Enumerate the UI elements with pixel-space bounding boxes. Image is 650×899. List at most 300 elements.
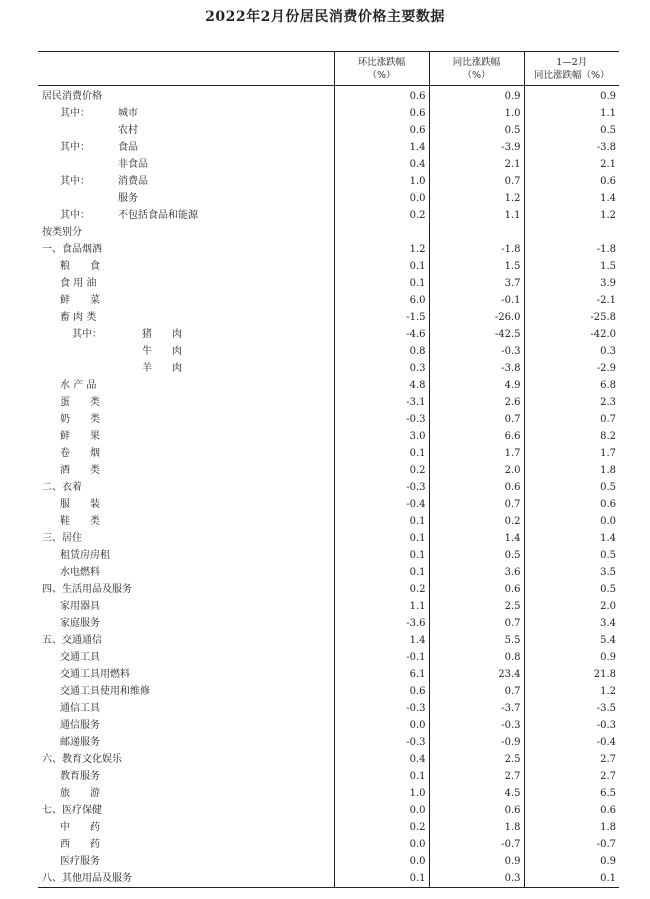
value-ytd: 0.6 [524, 802, 619, 819]
row-label: 医疗服务 [60, 856, 100, 867]
value-ytd: 0.9 [524, 649, 619, 666]
row-prefix: 其中： [60, 142, 90, 153]
value-yoy: 2.7 [429, 768, 524, 785]
table-row [38, 224, 619, 241]
value-ytd: 0.9 [524, 86, 619, 106]
row-label-cell [38, 547, 334, 564]
value-yoy: 3.7 [429, 275, 524, 292]
value-yoy: 0.9 [429, 853, 524, 870]
value-mom: 1.0 [334, 173, 429, 190]
row-label: 畜 肉 类 [60, 312, 97, 323]
row-label-cell [38, 394, 334, 411]
value-ytd: -0.3 [524, 717, 619, 734]
value-yoy: 0.7 [429, 173, 524, 190]
row-label: 水电燃料 [60, 567, 100, 578]
row-label-cell [38, 275, 334, 292]
value-yoy: -42.5 [429, 326, 524, 343]
row-label: 交通工具 [60, 652, 100, 663]
row-label: 蛋 类 [60, 397, 100, 408]
row-label: 非食品 [118, 159, 148, 170]
header-yoy [429, 52, 524, 86]
row-label: 西 药 [60, 839, 100, 850]
row-label: 羊 肉 [142, 363, 182, 374]
row-label-cell [38, 496, 334, 513]
row-label: 教育服务 [60, 771, 100, 782]
row-label: 奶 类 [60, 414, 100, 425]
table-row [38, 547, 619, 564]
row-label-cell [38, 717, 334, 734]
row-label: 鲜 菜 [60, 295, 100, 306]
value-yoy: 5.5 [429, 632, 524, 649]
value-yoy: 0.7 [429, 683, 524, 700]
row-label: 牛 肉 [142, 346, 182, 357]
value-ytd: 0.5 [524, 547, 619, 564]
table-row [38, 292, 619, 309]
row-label: 服 装 [60, 499, 100, 510]
value-ytd: 5.4 [524, 632, 619, 649]
row-label: 通信服务 [60, 720, 100, 731]
table-row [38, 105, 619, 122]
table-row [38, 479, 619, 496]
row-label: 一、食品烟酒 [42, 244, 102, 255]
value-mom: 4.8 [334, 377, 429, 394]
value-mom: 1.0 [334, 785, 429, 802]
header-mom-line2: （%） [367, 69, 396, 81]
row-label-cell [38, 377, 334, 394]
value-mom: 0.2 [334, 819, 429, 836]
value-ytd: -42.0 [524, 326, 619, 343]
table-row [38, 615, 619, 632]
value-mom: 0.2 [334, 207, 429, 224]
table-row [38, 445, 619, 462]
value-ytd: 3.4 [524, 615, 619, 632]
value-mom: -0.3 [334, 411, 429, 428]
table-row [38, 190, 619, 207]
value-ytd: 0.1 [524, 870, 619, 888]
value-ytd: 0.5 [524, 479, 619, 496]
value-yoy: 0.7 [429, 496, 524, 513]
value-yoy: 2.6 [429, 394, 524, 411]
row-label: 水 产 品 [60, 380, 97, 391]
value-mom: 0.6 [334, 122, 429, 139]
value-yoy: 0.2 [429, 513, 524, 530]
value-yoy: 1.2 [429, 190, 524, 207]
value-yoy: -3.8 [429, 360, 524, 377]
cpi-data-table [38, 51, 619, 888]
table-row [38, 717, 619, 734]
value-mom: 0.4 [334, 156, 429, 173]
value-mom: 0.1 [334, 564, 429, 581]
row-label-cell [38, 122, 334, 139]
row-label: 二、衣着 [42, 482, 82, 493]
table-row [38, 139, 619, 156]
value-mom: 0.8 [334, 343, 429, 360]
row-label-cell [38, 836, 334, 853]
table-row [38, 751, 619, 768]
row-label: 鞋 类 [60, 516, 100, 527]
row-label: 居民消费价格 [42, 91, 102, 102]
row-label-cell [38, 428, 334, 445]
value-yoy: -0.3 [429, 717, 524, 734]
value-mom: 1.4 [334, 139, 429, 156]
row-label-cell [38, 173, 334, 190]
value-mom: -3.6 [334, 615, 429, 632]
table-row [38, 785, 619, 802]
value-ytd: -2.9 [524, 360, 619, 377]
value-yoy: -0.1 [429, 292, 524, 309]
row-label: 鲜 果 [60, 431, 100, 442]
value-ytd: 3.9 [524, 275, 619, 292]
value-ytd: 0.7 [524, 411, 619, 428]
table-row [38, 649, 619, 666]
row-label-cell [38, 326, 334, 343]
table-row [38, 581, 619, 598]
table-row [38, 530, 619, 547]
row-label-cell [38, 530, 334, 547]
row-label: 七、医疗保健 [42, 805, 102, 816]
value-ytd: 1.1 [524, 105, 619, 122]
table-row [38, 156, 619, 173]
page-title: 2022年2月份居民消费价格主要数据 [205, 9, 445, 25]
row-label-cell [38, 666, 334, 683]
value-mom: -4.6 [334, 326, 429, 343]
value-ytd: 0.3 [524, 343, 619, 360]
row-prefix: 其中： [60, 108, 90, 119]
row-label-cell [38, 156, 334, 173]
row-label-cell [38, 581, 334, 598]
row-label: 消费品 [118, 176, 148, 187]
table-row [38, 870, 619, 888]
row-label-cell [38, 802, 334, 819]
value-yoy: 1.8 [429, 819, 524, 836]
value-mom: -0.3 [334, 734, 429, 751]
table-row [38, 86, 619, 106]
row-label-cell [38, 360, 334, 377]
row-label-cell [38, 309, 334, 326]
row-label-cell [38, 870, 334, 888]
value-yoy: -3.7 [429, 700, 524, 717]
row-label: 交通工具用燃料 [60, 669, 130, 680]
value-yoy: 0.6 [429, 479, 524, 496]
value-yoy: -0.9 [429, 734, 524, 751]
header-mom-line1: 环比涨跌幅 [357, 56, 406, 68]
value-ytd: 6.5 [524, 785, 619, 802]
table-row [38, 326, 619, 343]
value-mom: 1.2 [334, 241, 429, 258]
row-label: 农村 [118, 125, 138, 136]
row-label-cell [38, 853, 334, 870]
table-row [38, 666, 619, 683]
row-label-cell [38, 445, 334, 462]
table-row [38, 513, 619, 530]
row-prefix: 其中： [60, 176, 90, 187]
value-mom: 0.4 [334, 751, 429, 768]
value-ytd [524, 224, 619, 241]
table-row [38, 411, 619, 428]
value-mom: 0.1 [334, 547, 429, 564]
value-ytd: 1.2 [524, 683, 619, 700]
value-mom: 0.1 [334, 870, 429, 888]
row-label: 六、教育文化娱乐 [42, 754, 122, 765]
value-ytd: 21.8 [524, 666, 619, 683]
value-yoy: 4.5 [429, 785, 524, 802]
value-ytd: -2.1 [524, 292, 619, 309]
value-mom: 3.0 [334, 428, 429, 445]
value-yoy: 1.5 [429, 258, 524, 275]
header-mom [334, 52, 429, 86]
value-mom: -0.4 [334, 496, 429, 513]
value-mom: 0.6 [334, 86, 429, 106]
value-yoy: 0.6 [429, 802, 524, 819]
value-mom: -0.3 [334, 700, 429, 717]
value-mom: 0.1 [334, 530, 429, 547]
value-ytd: 2.0 [524, 598, 619, 615]
value-mom: 6.1 [334, 666, 429, 683]
table-row [38, 836, 619, 853]
table-row [38, 496, 619, 513]
value-mom: 0.0 [334, 717, 429, 734]
value-mom [334, 224, 429, 241]
value-yoy: -0.3 [429, 343, 524, 360]
table-row [38, 802, 619, 819]
value-yoy: 0.7 [429, 615, 524, 632]
value-ytd: 1.4 [524, 190, 619, 207]
row-label: 食品 [118, 142, 138, 153]
row-label-cell [38, 768, 334, 785]
row-prefix: 其中： [72, 329, 102, 340]
value-ytd: -25.8 [524, 309, 619, 326]
table-row [38, 632, 619, 649]
header-ytd-line2: 同比涨跌幅（%） [533, 69, 610, 81]
value-ytd: 0.6 [524, 173, 619, 190]
table-row [38, 853, 619, 870]
value-ytd: -0.4 [524, 734, 619, 751]
row-label: 八、其他用品及服务 [42, 873, 132, 884]
value-ytd: -1.8 [524, 241, 619, 258]
value-yoy: 23.4 [429, 666, 524, 683]
value-ytd: 1.7 [524, 445, 619, 462]
row-label-cell [38, 700, 334, 717]
value-ytd: 2.7 [524, 768, 619, 785]
value-mom: 0.3 [334, 360, 429, 377]
value-mom: 0.1 [334, 513, 429, 530]
value-ytd: 1.8 [524, 462, 619, 479]
row-label-cell [38, 343, 334, 360]
value-ytd: 2.3 [524, 394, 619, 411]
row-label-cell [38, 683, 334, 700]
row-label-cell [38, 479, 334, 496]
row-label-cell [38, 751, 334, 768]
value-ytd: -3.8 [524, 139, 619, 156]
row-label: 租赁房房租 [60, 550, 110, 561]
value-ytd: 0.0 [524, 513, 619, 530]
value-yoy: -3.9 [429, 139, 524, 156]
header-category [38, 52, 334, 86]
row-label: 服务 [118, 193, 138, 204]
value-mom: 0.1 [334, 258, 429, 275]
value-mom: -0.1 [334, 649, 429, 666]
value-mom: 0.1 [334, 445, 429, 462]
value-yoy: 4.9 [429, 377, 524, 394]
value-yoy: 1.1 [429, 207, 524, 224]
row-label-cell [38, 139, 334, 156]
value-ytd: -3.5 [524, 700, 619, 717]
value-mom: 0.6 [334, 105, 429, 122]
value-ytd: 0.5 [524, 122, 619, 139]
table-row [38, 258, 619, 275]
value-yoy: 0.6 [429, 581, 524, 598]
row-label: 粮 食 [60, 261, 100, 272]
value-ytd: -0.7 [524, 836, 619, 853]
row-label-cell [38, 462, 334, 479]
table-header [38, 52, 619, 86]
table-row [38, 734, 619, 751]
row-label: 猪 肉 [142, 329, 182, 340]
row-label-cell [38, 207, 334, 224]
row-label: 不包括食品和能源 [118, 210, 198, 221]
row-label: 家庭服务 [60, 618, 100, 629]
row-label-cell [38, 649, 334, 666]
value-yoy: 0.7 [429, 411, 524, 428]
row-label: 按类别分 [42, 227, 82, 238]
table-row [38, 343, 619, 360]
table-row [38, 768, 619, 785]
value-yoy: 1.4 [429, 530, 524, 547]
value-yoy: 2.5 [429, 598, 524, 615]
table-row [38, 173, 619, 190]
row-label: 三、居住 [42, 533, 82, 544]
value-yoy: 6.6 [429, 428, 524, 445]
value-yoy: 1.0 [429, 105, 524, 122]
value-yoy [429, 224, 524, 241]
row-label: 旅 游 [60, 788, 100, 799]
value-ytd: 8.2 [524, 428, 619, 445]
row-label-cell [38, 411, 334, 428]
value-yoy: 1.7 [429, 445, 524, 462]
table-row [38, 564, 619, 581]
value-mom: 1.1 [334, 598, 429, 615]
header-ytd-line1: 1—2月 [556, 56, 588, 68]
value-mom: -3.1 [334, 394, 429, 411]
value-ytd: 6.8 [524, 377, 619, 394]
table-row [38, 241, 619, 258]
row-label-cell [38, 615, 334, 632]
value-mom: 0.0 [334, 853, 429, 870]
row-label-cell [38, 86, 334, 106]
value-ytd: 1.4 [524, 530, 619, 547]
value-ytd: 2.7 [524, 751, 619, 768]
value-mom: 0.1 [334, 275, 429, 292]
value-mom: 0.0 [334, 802, 429, 819]
row-label-cell [38, 258, 334, 275]
value-yoy: 0.5 [429, 547, 524, 564]
value-mom: 0.0 [334, 190, 429, 207]
value-yoy: 2.5 [429, 751, 524, 768]
table-row [38, 819, 619, 836]
table-row [38, 683, 619, 700]
table-row [38, 122, 619, 139]
value-yoy: 0.8 [429, 649, 524, 666]
row-label: 通信工具 [60, 703, 100, 714]
row-prefix: 其中： [60, 210, 90, 221]
table-row [38, 360, 619, 377]
row-label: 食 用 油 [60, 278, 97, 289]
value-yoy: 0.5 [429, 122, 524, 139]
value-mom: 1.4 [334, 632, 429, 649]
value-ytd: 0.5 [524, 581, 619, 598]
value-ytd: 1.2 [524, 207, 619, 224]
row-label-cell [38, 564, 334, 581]
value-yoy: 0.9 [429, 86, 524, 106]
row-label-cell [38, 819, 334, 836]
table-row [38, 377, 619, 394]
value-mom: -0.3 [334, 479, 429, 496]
value-ytd: 0.6 [524, 496, 619, 513]
value-mom: 0.2 [334, 462, 429, 479]
value-yoy: 0.3 [429, 870, 524, 888]
value-mom: 6.0 [334, 292, 429, 309]
row-label: 中 药 [60, 822, 100, 833]
value-mom: 0.6 [334, 683, 429, 700]
value-yoy: 2.1 [429, 156, 524, 173]
header-yoy-line2: （%） [462, 69, 491, 81]
table-row [38, 598, 619, 615]
row-label: 城市 [118, 108, 138, 119]
value-ytd: 1.8 [524, 819, 619, 836]
table-row [38, 428, 619, 445]
value-ytd: 3.5 [524, 564, 619, 581]
value-mom: 0.2 [334, 581, 429, 598]
row-label-cell [38, 513, 334, 530]
row-label: 卷 烟 [60, 448, 100, 459]
header-ytd-yoy [524, 52, 619, 86]
value-yoy: -1.8 [429, 241, 524, 258]
value-ytd: 1.5 [524, 258, 619, 275]
row-label: 四、生活用品及服务 [42, 584, 132, 595]
row-label: 邮递服务 [60, 737, 100, 748]
row-label-cell [38, 105, 334, 122]
row-label-cell [38, 241, 334, 258]
row-label-cell [38, 632, 334, 649]
table-row [38, 394, 619, 411]
value-mom: -1.5 [334, 309, 429, 326]
value-yoy: 2.0 [429, 462, 524, 479]
row-label-cell [38, 598, 334, 615]
table-row [38, 207, 619, 224]
table-row [38, 462, 619, 479]
table-row [38, 700, 619, 717]
table-row [38, 275, 619, 292]
value-yoy: 3.6 [429, 564, 524, 581]
row-label: 家用器具 [60, 601, 100, 612]
value-mom: 0.0 [334, 836, 429, 853]
row-label: 酒 类 [60, 465, 100, 476]
row-label: 交通工具使用和维修 [60, 686, 150, 697]
value-yoy: -26.0 [429, 309, 524, 326]
row-label-cell [38, 190, 334, 207]
value-ytd: 0.9 [524, 853, 619, 870]
header-yoy-line1: 同比涨跌幅 [452, 56, 501, 68]
value-yoy: -0.7 [429, 836, 524, 853]
value-mom: 0.1 [334, 768, 429, 785]
row-label-cell [38, 734, 334, 751]
row-label-cell [38, 224, 334, 241]
row-label: 五、交通通信 [42, 635, 102, 646]
table-row [38, 309, 619, 326]
table-body [38, 86, 619, 888]
value-ytd: 2.1 [524, 156, 619, 173]
row-label-cell [38, 292, 334, 309]
